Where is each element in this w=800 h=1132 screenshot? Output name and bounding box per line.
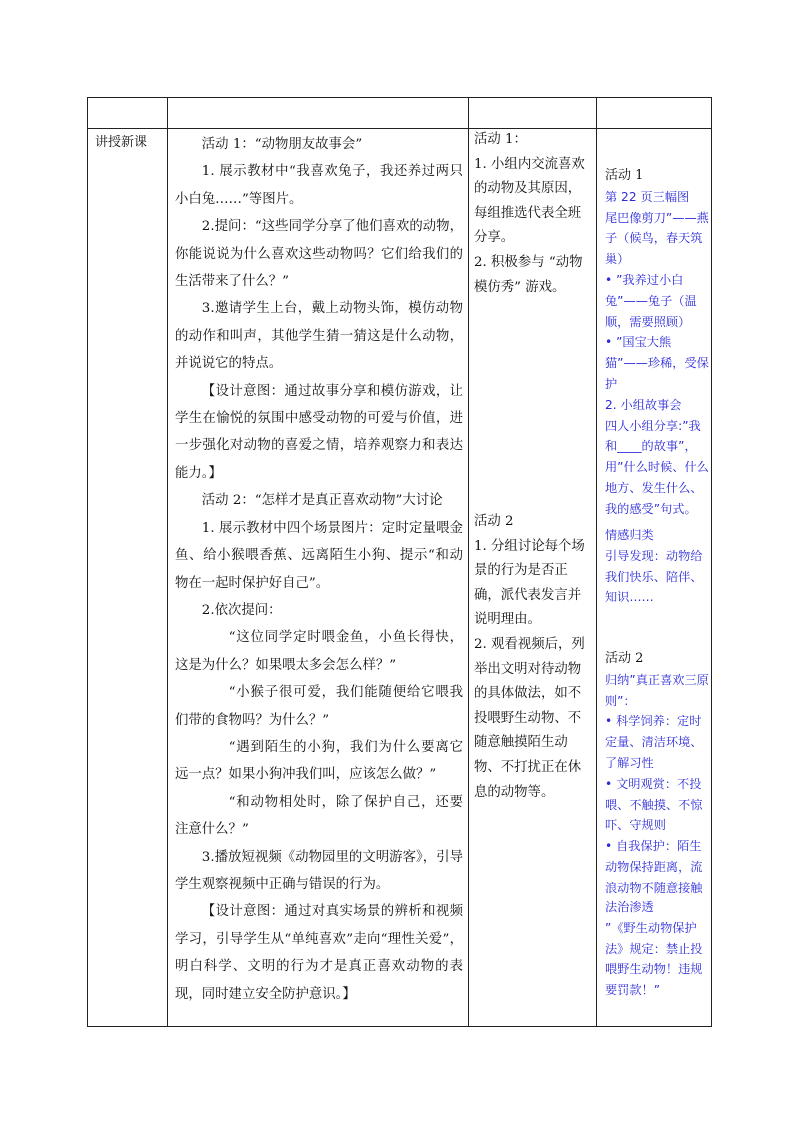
note-line: 四人小组分享:”我和____的故事”，用”什么时候、什么地方、发生什么、我的感受”句式。 xyxy=(605,418,709,516)
note-line: 第 22 页三幅图 xyxy=(605,189,690,204)
note-line: 归纳”真正喜欢三原则”： xyxy=(605,672,709,708)
table-border-bottom xyxy=(87,1026,712,1027)
note-line: 情感归类 xyxy=(605,528,654,542)
teacher-paragraph: 活动 2：“怎样才是真正喜欢动物”大讨论 xyxy=(201,493,443,509)
student-activity-2 xyxy=(474,510,594,805)
note-line: 活动 2 xyxy=(605,651,644,666)
teacher-paragraph: 3.播放短视频《动物园里的文明游客》，引导学生观察视频中正确与错误的行为。 xyxy=(175,849,463,892)
student-paragraph: 2. 观看视频后，列举出文明对待动物的具体做法，如不投喂野生动物、不随意触摸陌生动物、不打扰正在休息的动物等。 xyxy=(474,636,585,800)
row-label: 讲授新课 xyxy=(95,135,148,150)
teacher-paragraph: 1. 展示教材中“我喜欢兔子，我还养过两只小白兔……”等图片。 xyxy=(175,164,463,207)
note-line: 活动 1 xyxy=(605,168,644,183)
table-border-left xyxy=(87,97,88,1027)
note-line: • 自我保护：陌生动物保持距离，流浪动物不随意接触 xyxy=(605,839,703,895)
teacher-activity-column xyxy=(175,131,463,1008)
header-row-divider xyxy=(87,128,712,129)
note-line: 尾巴像剪刀”——燕子（候鸟，春天筑巢） xyxy=(605,210,709,267)
teacher-paragraph: 2.提问：“这些同学分享了他们喜欢的动物，你能说说为什么喜欢这些动物吗？它们给我们的生活带来了什么？” xyxy=(175,219,463,290)
notes-activity-2 xyxy=(605,649,709,899)
student-paragraph: 1. 小组内交流喜欢的动物及其原因，每组推选代表全班分享。 xyxy=(474,156,585,246)
teacher-paragraph: “这位同学定时喂金鱼，小鱼长得快，这是为什么？如果喂太多会怎么样？” xyxy=(175,630,463,673)
table-border-right xyxy=(711,97,712,1027)
teacher-paragraph: 【设计意图：通过故事分享和模仿游戏，让学生在愉悦的氛围中感受动物的可爱与价值，进一步强化对动物的喜爱之情，培养观察力和表达能力。】 xyxy=(175,383,463,481)
student-paragraph: 活动 1： xyxy=(474,132,527,147)
column-divider-3 xyxy=(596,97,597,1027)
teacher-paragraph: 1. 展示教材中四个场景图片：定时定量喂金鱼、给小猴喂香蕉、远离陌生小狗、提示“和动物在一起时保护好自己”。 xyxy=(175,520,463,591)
teacher-paragraph: 【设计意图：通过对真实场景的辨析和视频学习，引导学生从“单纯喜欢”走向“理性关爱”，明白科学、文明的行为才是真正喜欢动物的表现，同时建立安全防护意识。】 xyxy=(175,904,463,1002)
note-line: 2. 小组故事会 xyxy=(605,397,682,412)
note-line: • 科学饲养：定时定量、清洁环境、了解习性 xyxy=(605,714,703,770)
teacher-paragraph: “遇到陌生的小狗，我们为什么要离它远一点？如果小狗冲我们叫，应该怎么做？” xyxy=(175,739,463,783)
note-line: • 文明观赏：不投喂、不触摸、不惊吓、守规则 xyxy=(605,776,703,833)
notes-emotion xyxy=(605,525,709,608)
note-line: 引导发现：动物给我们快乐、陪伴、知识…… xyxy=(605,548,703,605)
student-activity-1 xyxy=(474,128,594,300)
note-line: 法治渗透 xyxy=(605,900,654,914)
teacher-paragraph: 3.邀请学生上台，戴上动物头饰，模仿动物的动作和叫声，其他学生猜一猜这是什么动物，并说说它的特点。 xyxy=(175,301,463,372)
column-divider-2 xyxy=(468,97,469,1027)
note-line: ”《野生动物保护法》规定：禁止投喂野生动物！违规要罚款！” xyxy=(605,920,703,998)
notes-law xyxy=(605,897,709,1001)
note-line: • ”我养过小白兔”——兔子（温顺，需要照顾） xyxy=(605,272,697,329)
teacher-paragraph: “小猴子很可爱，我们能随便给它喂我们带的食物吗？为什么？” xyxy=(175,685,463,728)
student-paragraph: 活动 2 xyxy=(474,514,514,529)
notes-activity-1 xyxy=(605,166,709,520)
teacher-paragraph: 2.依次提问： xyxy=(201,602,282,618)
note-line: • ”国宝大熊猫”——珍稀，受保护 xyxy=(605,335,709,391)
student-paragraph: 2. 积极参与 “动物模仿秀” 游戏。 xyxy=(474,254,583,295)
teacher-paragraph: 活动 1：“动物朋友故事会” xyxy=(201,137,363,152)
table-border-top xyxy=(87,97,712,98)
column-divider-1 xyxy=(167,97,168,1027)
teacher-paragraph: “和动物相处时，除了保护自己，还要注意什么？” xyxy=(175,794,463,838)
student-paragraph: 1. 分组讨论每个场景的行为是否正确，派代表发言并说明理由。 xyxy=(474,538,585,628)
